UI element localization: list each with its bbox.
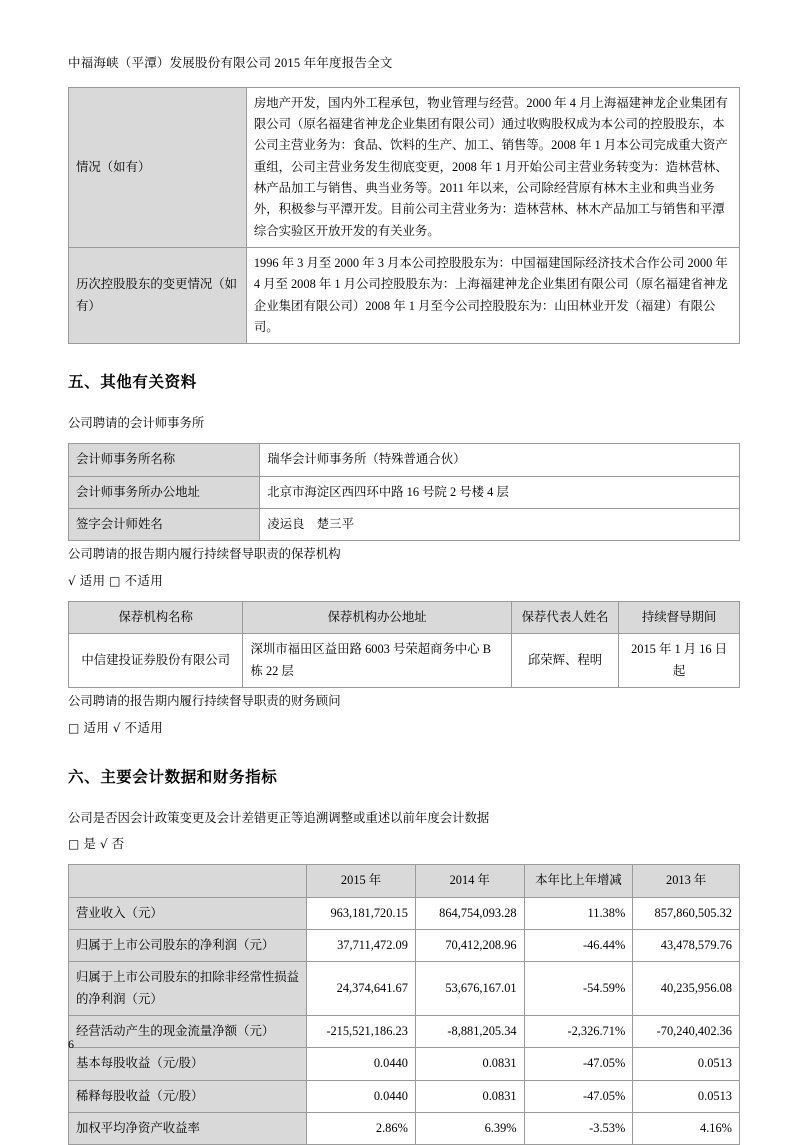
fin-item-label: 营业收入（元） [69,897,307,929]
fin-value-2013: 43,478,579.76 [633,929,740,961]
fin-value-2014: 0.0831 [415,1048,524,1080]
advisor-choice-not-applicable-label: 不适用 [124,720,164,735]
table-row [69,929,740,961]
fin-value-2015: 0.0440 [307,1048,416,1080]
fin-value-2015: 24,374,641.67 [307,962,416,1016]
restatement-intro: 公司是否因会计政策变更及会计差错更正等追溯调整或重述以前年度会计数据 [68,810,490,825]
fin-value-2013: 0.0513 [633,1080,740,1112]
restatement-choice-line [68,835,740,855]
fin-value-2014: -8,881,205.34 [415,1015,524,1047]
fin-value-2013: 4.16% [633,1112,740,1144]
sponsor-choice-line [68,572,740,592]
sponsor-table [68,601,740,688]
fin-value-change: -47.05% [524,1080,633,1112]
advisor-intro: 公司聘请的报告期内履行持续督导职责的财务顾问 [68,693,341,708]
af-label-address: 会计师事务所办公地址 [69,476,260,508]
restatement-choice-yes-label: 是 [83,837,97,852]
fin-value-2015: 0.0440 [307,1080,416,1112]
checked-box-icon[interactable]: √ [112,720,121,735]
fin-item-label: 归属于上市公司股东的净利润（元） [69,929,307,961]
restatement-choice-no-label: 否 [111,837,125,852]
section-title-six: 六、主要会计数据和财务指标 [68,767,278,786]
fin-value-2013: 0.0513 [633,1048,740,1080]
fin-item-label: 基本每股收益（元/股） [69,1048,307,1080]
fin-value-2014: 53,676,167.01 [415,962,524,1016]
fin-item-label: 归属于上市公司股东的扣除非经常性损益的净利润（元） [69,962,307,1016]
sponsor-choice-not-applicable-label: 不适用 [124,574,164,589]
table-row [69,508,740,540]
fin-value-2014: 6.39% [415,1112,524,1144]
sponsor-cell-period: 2015 年 1 月 16 日起 [619,634,740,688]
page-number: 6 [68,1037,74,1051]
fin-value-change: -47.05% [524,1048,633,1080]
fin-item-label: 稀释每股收益（元/股） [69,1080,307,1112]
table-row [69,444,740,476]
table-row [69,1112,740,1144]
af-value-name: 瑞华会计师事务所（特殊普通合伙） [260,444,740,476]
sponsor-cell-address: 深圳市福田区益田路 6003 号荣超商务中心 B 栋 22 层 [243,634,511,688]
fin-value-2015: 37,711,472.09 [307,929,416,961]
fin-value-2014: 0.0831 [415,1080,524,1112]
table-row [69,476,740,508]
empty-box-icon[interactable]: □ [68,720,80,735]
af-value-address: 北京市海淀区西四环中路 16 号院 2 号楼 4 层 [260,476,740,508]
table-row [69,962,740,1016]
fin-col-2015: 2015 年 [307,865,416,897]
fin-col-2013: 2013 年 [633,865,740,897]
table-row [69,248,740,344]
fin-col-2014: 2014 年 [415,865,524,897]
sponsor-col-period: 持续督导期间 [619,601,740,633]
page-content [68,54,740,1145]
fin-value-change: -54.59% [524,962,633,1016]
table-row [69,1015,740,1047]
fin-value-change: -2,326.71% [524,1015,633,1047]
row-label-situation: 情况（如有） [69,87,247,247]
fin-value-change: -46.44% [524,929,633,961]
table-row [69,634,740,688]
table-row [69,1080,740,1112]
sponsor-cell-representative: 邱荣辉、程明 [511,634,618,688]
sponsor-col-representative: 保荐代表人姓名 [511,601,618,633]
table-row [69,87,740,247]
fin-value-change: 11.38% [524,897,633,929]
sponsor-intro: 公司聘请的报告期内履行持续督导职责的保荐机构 [68,547,341,562]
table-row [69,1048,740,1080]
fin-value-2015: 963,181,720.15 [307,897,416,929]
empty-box-icon[interactable]: □ [68,837,80,852]
sponsor-cell-name: 中信建投证券股份有限公司 [69,634,243,688]
row-value-history: 1996 年 3 月至 2000 年 3 月本公司控股股东为：中国福建国际经济技术合作公司 2000 年 4 月至 2008 年 1 月公司控股股东为：上海福建神龙企业集团有限公司（原名福建省神龙企业集团有限公司）2008 年 1 月至今公司控股股东为：山田林业开发（福建）有限公司。 [246,248,739,344]
checked-box-icon[interactable]: √ [68,574,77,589]
fin-item-label: 经营活动产生的现金流量净额（元） [69,1015,307,1047]
table-row [69,897,740,929]
advisor-choice-line [68,719,740,739]
section-title-five: 五、其他有关资料 [68,373,197,392]
row-label-history: 历次控股股东的变更情况（如有） [69,248,247,344]
af-label-signers: 签字会计师姓名 [69,508,260,540]
advisor-choice-applicable-label: 适用 [83,720,110,735]
fin-value-change: -3.53% [524,1112,633,1144]
fin-value-2014: 70,412,208.96 [415,929,524,961]
empty-box-icon[interactable]: □ [109,574,121,589]
checked-box-icon[interactable]: √ [99,837,109,852]
sponsor-col-name: 保荐机构名称 [69,601,243,633]
table-header-row [69,601,740,633]
fin-value-2015: -215,521,186.23 [307,1015,416,1047]
accounting-firm-table [68,443,740,541]
af-label-name: 会计师事务所名称 [69,444,260,476]
row-value-situation: 房地产开发，国内外工程承包，物业管理与经营。2000 年 4 月上海福建神龙企业集团有限公司（原名福建省神龙企业集团有限公司）通过收购股权成为本公司的控股股东，本公司主营业务为：食品、饮料的生产、加工、销售等。2008 年 1 月本公司完成重大资产重组，公司主营业务发生彻底变更，2008 年 1 月开始公司主营业务转变为：造林营林、林产品加工与销售、典当业务等。2011 年以来，公司除经营原有林木主业和典当业务外，积极参与平潭开发。目前公司主营业务为：造林营林、林木产品加工与销售和平潭综合实验区开放开发的有关业务。 [246,87,739,247]
fin-value-2014: 864,754,093.28 [415,897,524,929]
sponsor-choice-applicable-label: 适用 [79,574,106,589]
fin-col-change: 本年比上年增减 [524,865,633,897]
fin-value-2013: -70,240,402.36 [633,1015,740,1047]
fin-item-label: 加权平均净资产收益率 [69,1112,307,1144]
fin-value-2013: 40,235,956.08 [633,962,740,1016]
financial-indicators-table [68,864,740,1145]
fin-value-2013: 857,860,505.32 [633,897,740,929]
accounting-firm-intro: 公司聘请的会计师事务所 [68,416,205,431]
document-header: 中福海峡（平潭）发展股份有限公司 2015 年年度报告全文 [68,56,393,70]
sponsor-col-address: 保荐机构办公地址 [243,601,511,633]
fin-col-item [69,865,307,897]
table-header-row [69,865,740,897]
controlling-shareholder-table [68,87,740,345]
af-value-signers: 凌运良 楚三平 [260,508,740,540]
fin-value-2015: 2.86% [307,1112,416,1144]
